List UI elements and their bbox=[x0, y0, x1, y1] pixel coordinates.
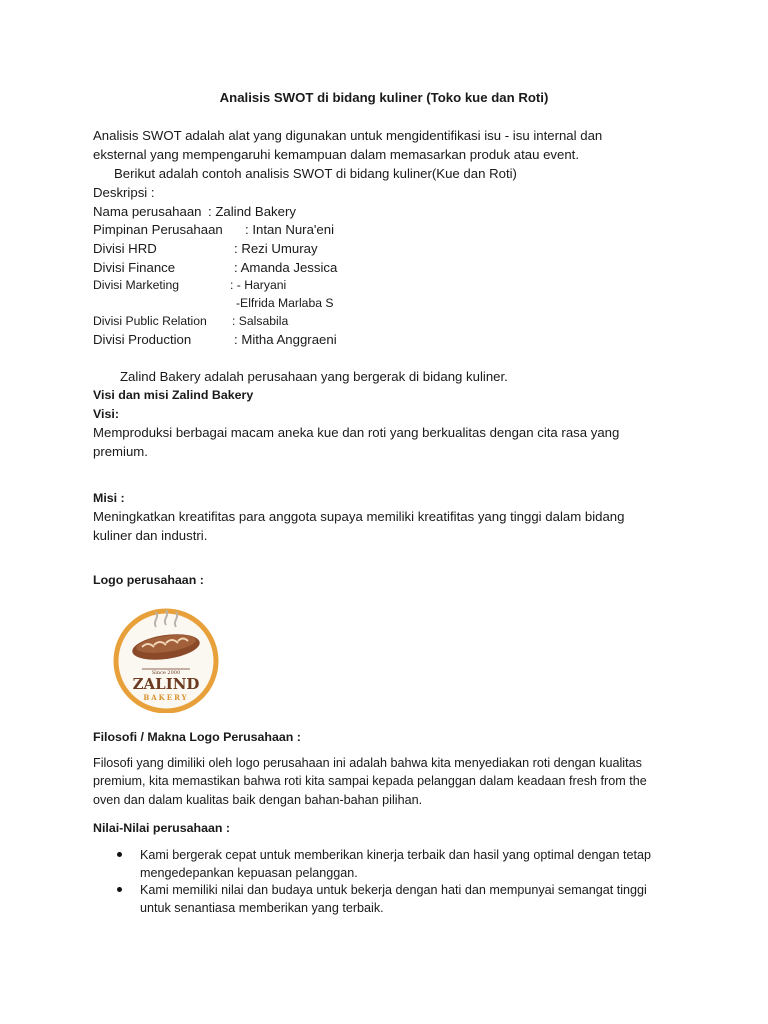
filosofi-line-1: Filosofi yang dimiliki oleh logo perusahaan ini adalah bahwa kita menyediakan roti dengan kualitas bbox=[93, 756, 642, 770]
intro-line-3: Berikut adalah contoh analisis SWOT di bidang kuliner(Kue dan Roti) bbox=[114, 166, 517, 181]
row-value: -Elfrida Marlaba S bbox=[236, 296, 334, 310]
deskripsi-heading: Deskripsi : bbox=[93, 185, 155, 200]
visi-misi-heading: Visi dan misi Zalind Bakery bbox=[93, 388, 254, 402]
zalind-bakery-logo bbox=[112, 603, 220, 713]
misi-line-1: Meningkatkan kreatifitas para anggota supaya memiliki kreatifitas yang tinggi dalam bidang bbox=[93, 509, 625, 524]
row-label: Nama perusahaan bbox=[93, 204, 202, 219]
row-value: : Intan Nura'eni bbox=[245, 222, 335, 237]
row-label: Divisi Public Relation bbox=[93, 314, 207, 328]
intro-line-1: Analisis SWOT adalah alat yang digunakan untuk mengidentifikasi isu - isu internal dan bbox=[93, 128, 603, 143]
logo-heading: Logo perusahaan : bbox=[93, 573, 204, 587]
filosofi-line-2: premium, kita memastikan bahwa roti kita sampai kepada pelanggan dalam keadaan fresh from the bbox=[93, 774, 647, 788]
row-value: : Amanda Jessica bbox=[234, 260, 338, 275]
filosofi-line-3: oven dan dalam kualitas baik dengan bahan-bahan pilihan. bbox=[93, 793, 423, 807]
document-title: Analisis SWOT di bidang kuliner (Toko kue dan Roti) bbox=[219, 90, 549, 105]
row-value: : Rezi Umuray bbox=[234, 241, 318, 256]
row-value: : - Haryani bbox=[230, 278, 287, 292]
visi-line-2: premium. bbox=[93, 444, 148, 459]
visi-line-1: Memproduksi berbagai macam aneka kue dan roti yang berkualitas dengan cita rasa yang bbox=[93, 425, 620, 440]
logo-brand: ZALIND bbox=[132, 675, 200, 693]
row-label: Pimpinan Perusahaan bbox=[93, 222, 223, 237]
logo-since: Since 2000 bbox=[151, 670, 181, 676]
misi-line-2: kuliner dan industri. bbox=[93, 528, 208, 543]
bullet-icon bbox=[117, 852, 122, 857]
nilai-item-line-2: mengedepankan kepuasan pelanggan. bbox=[140, 866, 358, 880]
visi-label: Visi: bbox=[93, 407, 119, 421]
row-value: : Salsabila bbox=[232, 314, 289, 328]
nilai-item-line-2: untuk senantiasa memberikan yang terbaik. bbox=[140, 901, 384, 915]
company-logo bbox=[112, 603, 220, 713]
row-label: Divisi HRD bbox=[93, 241, 157, 256]
row-label: Divisi Finance bbox=[93, 260, 176, 275]
filosofi-heading: Filosofi / Makna Logo Perusahaan : bbox=[93, 730, 301, 744]
row-value: : Zalind Bakery bbox=[208, 204, 296, 219]
bullet-icon bbox=[117, 887, 122, 892]
nilai-item-line-1: Kami memiliki nilai dan budaya untuk bekerja dengan hati dan mempunyai semangat tinggi bbox=[140, 883, 647, 897]
nilai-heading: Nilai-Nilai perusahaan : bbox=[93, 821, 231, 835]
logo-sub: BAKERY bbox=[143, 693, 189, 702]
row-label: Divisi Marketing bbox=[93, 278, 180, 292]
row-label: Divisi Production bbox=[93, 332, 192, 347]
company-about: Zalind Bakery adalah perusahaan yang bergerak di bidang kuliner. bbox=[120, 369, 508, 384]
intro-line-2: eksternal yang mempengaruhi kemampuan dalam memasarkan produk atau event. bbox=[93, 147, 580, 162]
row-value: : Mitha Anggraeni bbox=[234, 332, 337, 347]
nilai-item-line-1: Kami bergerak cepat untuk memberikan kinerja terbaik dan hasil yang optimal dengan tetap bbox=[140, 848, 652, 862]
misi-label: Misi : bbox=[93, 491, 125, 505]
